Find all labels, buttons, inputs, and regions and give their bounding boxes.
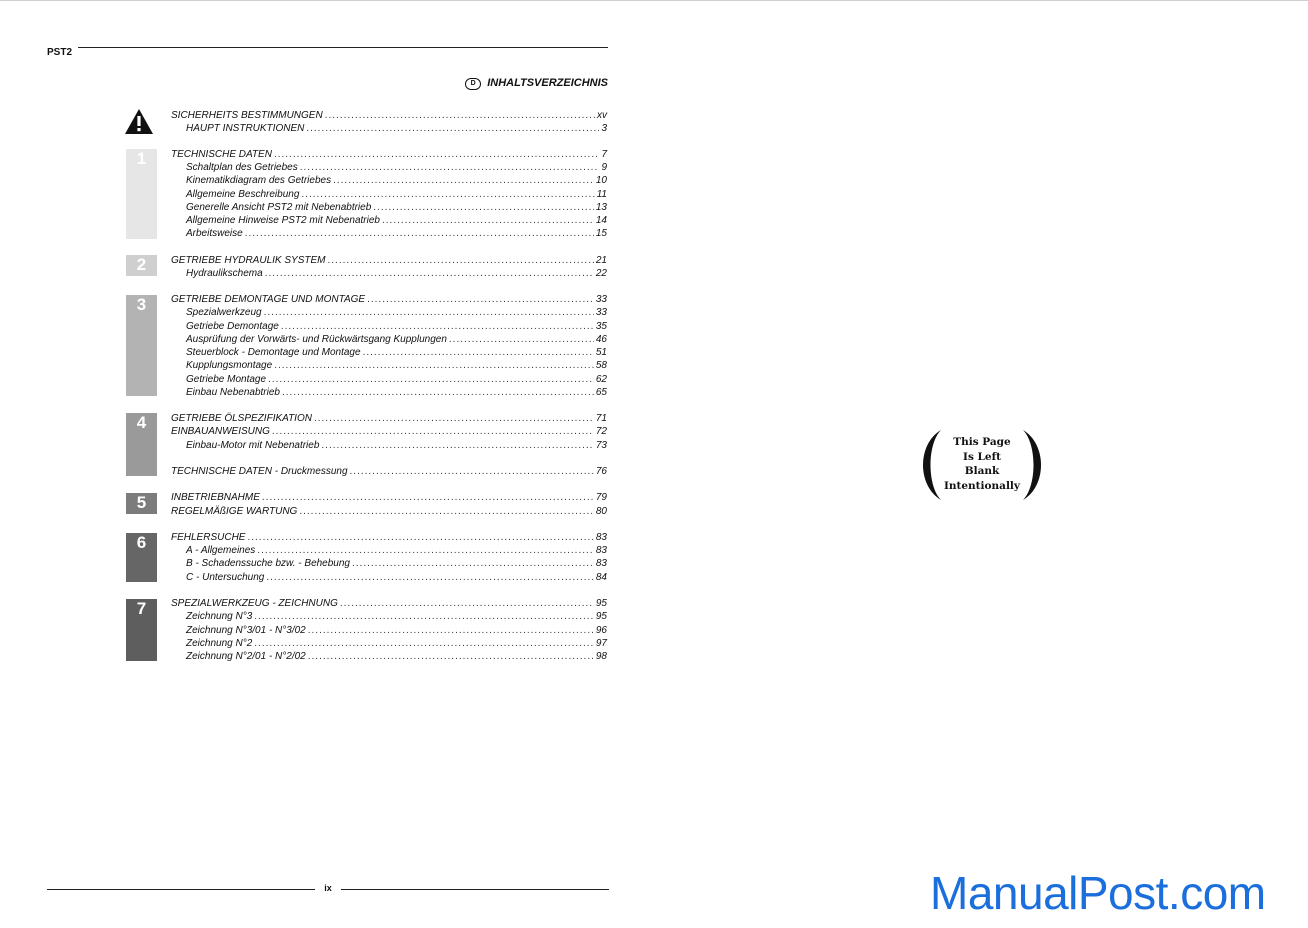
- blank-line: This Page: [953, 436, 1011, 448]
- toc-entry-page: 7: [601, 149, 607, 160]
- toc-entry-text: A - Allgemeines: [186, 545, 256, 556]
- toc-leader: [373, 202, 594, 214]
- toc-leader: [265, 268, 594, 280]
- toc-entry-text: REGELMÄßIGE WARTUNG: [171, 506, 298, 517]
- footer-line-right: [341, 889, 609, 890]
- toc-leader: [449, 334, 594, 346]
- toc-leader: [262, 492, 594, 504]
- toc-entry-page: 33: [595, 294, 607, 305]
- section-box-5: [126, 493, 157, 514]
- toc-leader: [272, 426, 594, 438]
- toc-entry-text: Allgemeine Hinweise PST2 mit Nebenatrieb: [186, 215, 380, 226]
- toc-leader: [300, 162, 600, 174]
- toc-leader: [254, 611, 594, 623]
- toc-entry-page: 62: [595, 374, 607, 385]
- toc-entry-text: Arbeitsweise: [186, 228, 243, 239]
- toc-entry-page: 97: [595, 638, 607, 649]
- toc-entry[interactable]: [186, 201, 607, 214]
- toc-entry-text: EINBAUANWEISUNG: [171, 426, 270, 437]
- toc-entry[interactable]: [186, 359, 607, 372]
- toc-leader: [327, 255, 593, 267]
- toc-entry-text: TECHNISCHE DATEN - Druckmessung: [171, 466, 348, 477]
- toc-entry-page: 51: [595, 347, 607, 358]
- toc-entry-page: 10: [595, 175, 607, 186]
- toc-entry[interactable]: [171, 412, 607, 425]
- toc-entry-page: 21: [595, 255, 607, 266]
- toc-leader: [247, 532, 593, 544]
- toc-leader: [274, 149, 600, 161]
- section-number: 1: [136, 149, 147, 168]
- section-number: 2: [136, 255, 147, 274]
- warning-icon: [124, 108, 154, 135]
- toc-entry[interactable]: [186, 306, 607, 319]
- toc-leader: [254, 638, 594, 650]
- toc-leader: [333, 175, 594, 187]
- toc-entry-text: Einbau Nebenabtrieb: [186, 387, 280, 398]
- toc-entry-text: FEHLERSUCHE: [171, 532, 246, 543]
- toc-entry-page: 84: [595, 572, 607, 583]
- toc-title: [440, 77, 608, 90]
- header-label: PST2: [47, 47, 73, 58]
- toc-entry-text: TECHNISCHE DATEN: [171, 149, 272, 160]
- section-box-6: [126, 533, 157, 582]
- toc-entry[interactable]: [186, 188, 607, 201]
- toc-entry[interactable]: [186, 439, 607, 452]
- toc-entry-page: 22: [595, 268, 607, 279]
- toc-entry-text: SICHERHEITS BESTIMMUNGEN: [171, 110, 323, 121]
- toc-entry[interactable]: [186, 544, 607, 557]
- toc-entry-text: Getriebe Montage: [186, 374, 267, 385]
- toc-entry-page: 98: [595, 651, 607, 662]
- page-number: ix: [324, 883, 332, 893]
- toc-leader: [282, 387, 594, 399]
- toc-leader: [281, 321, 594, 333]
- toc-entry[interactable]: [186, 386, 607, 399]
- toc-leader: [325, 110, 595, 122]
- toc-leader: [264, 307, 594, 319]
- toc-entry-text: SPEZIALWERKZEUG - ZEICHNUNG: [171, 598, 338, 609]
- blank-page-badge: [921, 428, 1043, 502]
- toc-entry[interactable]: [171, 148, 607, 161]
- toc-entry-page: 95: [595, 611, 607, 622]
- toc-entry-text: Spezialwerkzeug: [186, 307, 262, 318]
- toc-entry-page: 46: [595, 334, 607, 345]
- toc-entry-page: 83: [595, 532, 607, 543]
- section-box-3: [126, 295, 157, 396]
- blank-line: Intentionally: [943, 479, 1021, 492]
- blank-line: Is Left: [963, 450, 1001, 463]
- section-number: 3: [136, 295, 147, 314]
- toc-entry-text: Schaltplan des Getriebes: [186, 162, 298, 173]
- toc-entry-text: GETRIEBE HYDRAULIK SYSTEM: [171, 255, 326, 266]
- toc-entry-text: Zeichnung N°3/01 - N°3/02: [186, 625, 306, 636]
- toc-entry[interactable]: [171, 425, 607, 438]
- toc-entry-page: xv: [597, 110, 607, 121]
- toc-entry-text: Steuerblock - Demontage und Montage: [186, 347, 361, 358]
- toc-leader: [367, 294, 594, 306]
- toc-entry-page: 83: [595, 558, 607, 569]
- toc-leader: [306, 123, 599, 135]
- toc-entry[interactable]: [186, 227, 607, 240]
- toc-leader: [299, 506, 594, 518]
- toc-entry[interactable]: [186, 346, 607, 359]
- toc-entry[interactable]: [186, 267, 607, 280]
- toc-entry[interactable]: [186, 650, 607, 663]
- toc-entry-page: 11: [596, 189, 607, 200]
- toc-entry[interactable]: [186, 557, 607, 570]
- toc-entry-text: Hydraulikschema: [186, 268, 263, 279]
- toc-entry[interactable]: [171, 465, 607, 478]
- toc-entry-text: Zeichnung N°2/01 - N°2/02: [186, 651, 306, 662]
- toc-entry-text: Einbau-Motor mit Nebenatrieb: [186, 440, 320, 451]
- toc-entry[interactable]: [186, 174, 607, 187]
- toc-entry[interactable]: [171, 491, 607, 504]
- toc-entry[interactable]: [171, 597, 607, 610]
- toc-leader: [301, 189, 594, 201]
- toc-entry-page: 9: [601, 162, 607, 173]
- toc-leader: [308, 625, 594, 637]
- toc-leader: [363, 347, 594, 359]
- toc-leader: [266, 572, 594, 584]
- toc-entry-text: B - Schadenssuche bzw. - Behebung: [186, 558, 350, 569]
- toc-entry-page: 71: [595, 413, 607, 424]
- toc-entry[interactable]: [171, 109, 607, 122]
- toc-leader: [314, 413, 594, 425]
- toc-entry-page: 73: [595, 440, 607, 451]
- toc-entry[interactable]: [186, 333, 607, 346]
- toc-entry-text: Allgemeine Beschreibung: [186, 189, 300, 200]
- toc-entry-page: 72: [595, 426, 607, 437]
- toc-entry-page: 33: [595, 307, 607, 318]
- section-number: 6: [136, 533, 147, 552]
- toc-entry-page: 96: [595, 625, 607, 636]
- toc-leader: [352, 558, 594, 570]
- toc-entry-text: C - Untersuchung: [186, 572, 265, 583]
- toc-entry[interactable]: [186, 610, 607, 623]
- toc-entry-page: 65: [595, 387, 607, 398]
- toc-entry-page: 3: [601, 123, 607, 134]
- toc-entry-text: Zeichnung N°3: [186, 611, 253, 622]
- toc-entry-page: 95: [595, 598, 607, 609]
- toc-entry[interactable]: [186, 571, 607, 584]
- toc-entry-text: GETRIEBE ÖLSPEZIFIKATION: [171, 413, 312, 424]
- toc-entry[interactable]: [171, 254, 607, 267]
- toc-leader: [340, 598, 594, 610]
- toc-entry-page: 58: [595, 360, 607, 371]
- toc-entry-text: Zeichnung N°2: [186, 638, 253, 649]
- section-number: 7: [136, 599, 147, 618]
- footer-line-left: [47, 889, 315, 890]
- toc-entry[interactable]: [186, 161, 607, 174]
- toc-entry-page: 13: [595, 202, 607, 213]
- toc-entry-text: INBETRIEBNAHME: [171, 492, 260, 503]
- toc-title-text: INHALTSVERZEICHNIS: [487, 77, 608, 89]
- toc-entry-text: Kinematikdiagram des Getriebes: [186, 175, 332, 186]
- watermark: ManualPost.com: [930, 867, 1266, 919]
- toc-entry[interactable]: [186, 214, 607, 227]
- toc-entry-text: HAUPT INSTRUKTIONEN: [186, 123, 305, 134]
- toc-leader: [257, 545, 594, 557]
- toc-entry[interactable]: [186, 637, 607, 650]
- toc-leader: [245, 228, 594, 240]
- section-box-1: [126, 149, 157, 239]
- toc-entry[interactable]: [186, 320, 607, 333]
- toc-leader: [274, 360, 594, 372]
- section-box-4: [126, 413, 157, 476]
- toc-entry[interactable]: [171, 293, 607, 306]
- toc-entry[interactable]: [171, 505, 607, 518]
- toc-entry-page: 83: [595, 545, 607, 556]
- toc-leader: [308, 651, 594, 663]
- toc-entry-text: Kupplungsmontage: [186, 360, 273, 371]
- toc-entry-text: Generelle Ansicht PST2 mit Nebenabtrieb: [186, 202, 372, 213]
- toc-leader: [382, 215, 594, 227]
- blank-page-text: [921, 435, 1043, 493]
- blank-line: Blank: [964, 465, 1000, 478]
- top-rule: [0, 0, 1308, 1]
- toc-entry-page: 80: [595, 506, 607, 517]
- toc-entry-page: 35: [595, 321, 607, 332]
- toc-entry-text: GETRIEBE DEMONTAGE UND MONTAGE: [171, 294, 366, 305]
- section-number: 4: [136, 413, 147, 432]
- language-badge: D: [465, 78, 481, 90]
- toc-entry-page: 14: [595, 215, 607, 226]
- section-number: 5: [136, 493, 147, 512]
- toc-leader: [350, 466, 594, 478]
- toc-entry-text: Ausprüfung der Vorwärts- und Rückwärtsgang Kupplungen: [186, 334, 447, 345]
- section-box-7: [126, 599, 157, 661]
- toc-entry[interactable]: [186, 624, 607, 637]
- toc-entry-page: 15: [595, 228, 607, 239]
- toc-leader: [321, 440, 593, 452]
- toc-entry-text: Getriebe Demontage: [186, 321, 279, 332]
- toc-leader: [268, 374, 594, 386]
- toc-entry[interactable]: [186, 373, 607, 386]
- toc-entry[interactable]: [171, 531, 607, 544]
- toc-entry-page: 79: [595, 492, 607, 503]
- header-line: [78, 47, 608, 48]
- section-box-2: [126, 255, 157, 276]
- toc-entry-page: 76: [595, 466, 607, 477]
- toc-entry[interactable]: [186, 122, 607, 135]
